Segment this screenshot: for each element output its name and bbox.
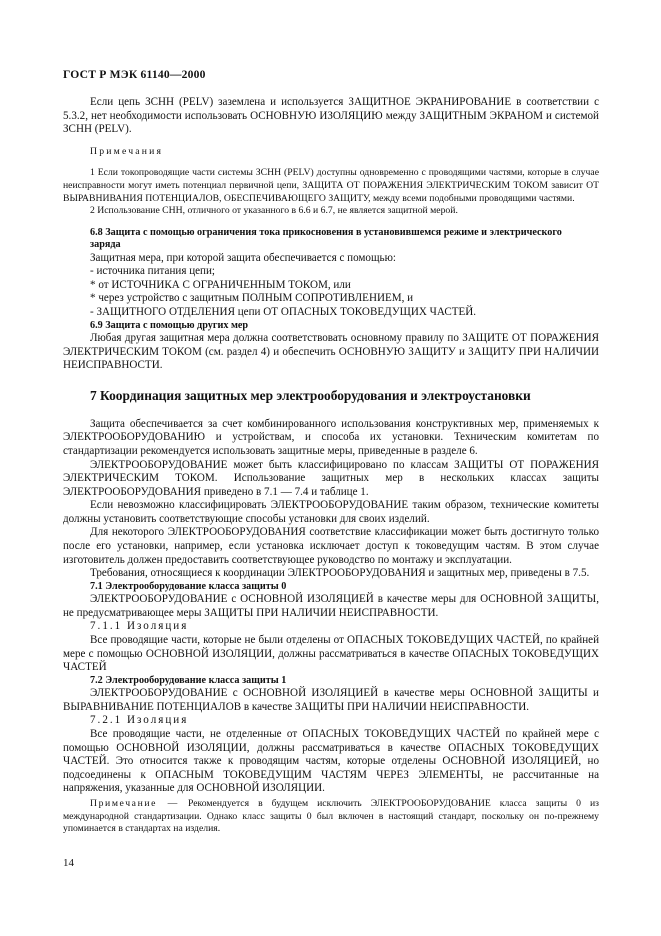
heading-7-2-1: 7.2.1 Изоляция xyxy=(90,714,189,727)
heading-7: 7 Координация защитных мер электрооборудования и электроустановки xyxy=(90,387,531,403)
s71-text: ЭЛЕКТРООБОРУДОВАНИЕ с ОСНОВНОЙ ИЗОЛЯЦИЕЙ в качестве меры для ОСНОВНОЙ ЗАЩИТЫ, не предусматривающее меры ЗАЩИТЫ ПРИ НАЛИЧИИ НЕИСПРАВНОСТИ. xyxy=(63,593,599,619)
s7-paragraph-5: Требования, относящиеся к координации ЭЛЕКТРООБОРУДОВАНИЯ и защитных мер, приведены в 7.5. xyxy=(90,567,590,580)
heading-6-8: 6.8 Защита с помощью ограничения тока прикосновения в установившемся режиме и электрического заряда xyxy=(90,226,562,251)
page-content xyxy=(63,96,599,836)
heading-6-9: 6.9 Защита с помощью других мер xyxy=(90,319,249,331)
final-note-label: Примечание — xyxy=(90,797,179,809)
note-2: 2 Использование СНН, отличного от указанного в 6.6 и 6.7, не является защитной мерой. xyxy=(90,205,458,217)
note-1: 1 Если токопроводящие части системы ЗСНН (PELV) доступны одновременно с проводящими частями, которые в случае неисправности могут иметь потенциал первичной цепи, ЗАЩИТА ОТ ПОРАЖЕНИЯ ЭЛЕКТРИЧЕСКИМ ТОКОМ зависит ОТ ВЫРАВНИВАНИЯ ПОТЕНЦИАЛОВ, ОБЕСПЕЧИВАЮЩЕГО ЗАЩИТУ, между всеми подобными проводящими частями. xyxy=(63,167,599,204)
s69-text: Любая другая защитная мера должна соответствовать основному правилу по ЗАЩИТЕ ОТ ПОРАЖЕНИЯ ЭЛЕКТРИЧЕСКИМ ТОКОМ (см. раздел 4) и обеспечить ОСНОВНУЮ ЗАЩИТУ и ЗАЩИТУ ПРИ НАЛИЧИИ НЕИСПРАВНОСТИ. xyxy=(63,331,599,372)
notes-title: Примечания xyxy=(90,145,164,157)
page-header: ГОСТ Р МЭК 61140—2000 xyxy=(63,68,206,81)
s68-item-2: * от ИСТОЧНИКА С ОГРАНИЧЕННЫМ ТОКОМ, или xyxy=(90,278,351,291)
s721-text: Все проводящие части, не отделенные от ОПАСНЫХ ТОКОВЕДУЩИХ ЧАСТЕЙ по крайней мере с помощью ОСНОВНОЙ ИЗОЛЯЦИИ, должны рассматриваться в качестве ОПАСНЫХ ТОКОВЕДУЩИХ ЧАСТЕЙ. Это относится также к проводящим частям, которые отделены ОСНОВНОЙ ИЗОЛЯЦИЕЙ, но подсоединены к ОПАСНЫМ ТОКОВЕДУЩИМ ЧАСТЯМ ЧЕРЕЗ ЭЛЕМЕНТЫ, не рассчитанные на напряжения, указанные для ОСНОВНОЙ ИЗОЛЯЦИИ. xyxy=(63,728,599,795)
s711-text: Все проводящие части, которые не были отделены от ОПАСНЫХ ТОКОВЕДУЩИХ ЧАСТЕЙ, по крайней мере с помощью ОСНОВНОЙ ИЗОЛЯЦИИ, должны рассматриваться в качестве ОПАСНЫХ ТОКОВЕДУЩИХ ЧАСТЕЙ xyxy=(63,634,599,674)
s7-paragraph-1: Защита обеспечивается за счет комбинированного использования конструктивных мер, применяемых к ЭЛЕКТРООБОРУДОВАНИЮ и устройствам, и способа их установки. Техническим комитетам по стандартизации рекомендуется использовать защитные меры, приведенные в разделе 6. xyxy=(63,417,599,457)
s68-item-3: * через устройство с защитным ПОЛНЫМ СОПРОТИВЛЕНИЕМ, и xyxy=(90,292,414,305)
paragraph-pelv: Если цепь ЗСНН (PELV) заземлена и используется ЗАЩИТНОЕ ЭКРАНИРОВАНИЕ в соответствии с 5.3.2, нет необходимости использовать ОСНОВНУЮ ИЗОЛЯЦИЮ между ЗАЩИТНЫМ ЭКРАНОМ и системой ЗСНН (PELV). xyxy=(63,96,599,136)
s68-item-1: - источника питания цепи; xyxy=(90,265,216,278)
heading-7-1-1: 7.1.1 Изоляция xyxy=(90,620,189,633)
s68-item-4: - ЗАЩИТНОГО ОТДЕЛЕНИЯ цепи ОТ ОПАСНЫХ ТОКОВЕДУЩИХ ЧАСТЕЙ. xyxy=(90,305,477,318)
s72-text: ЭЛЕКТРООБОРУДОВАНИЕ с ОСНОВНОЙ ИЗОЛЯЦИЕЙ в качестве меры ОСНОВНОЙ ЗАЩИТЫ и ВЫРАВНИВАНИЕ ПОТЕНЦИАЛОВ в качестве ЗАЩИТЫ ПРИ НАЛИЧИИ НЕИСПРАВНОСТИ. xyxy=(63,687,599,713)
s68-intro: Защитная мера, при которой защита обеспечивается с помощью: xyxy=(90,251,396,264)
s7-paragraph-3: Если невозможно классифицировать ЭЛЕКТРООБОРУДОВАНИЕ таким образом, технические комитеты должны установить соответствующие способы установки для своих изделий. xyxy=(63,499,599,525)
final-note xyxy=(63,798,599,836)
s7-paragraph-2: ЭЛЕКТРООБОРУДОВАНИЕ может быть классифицировано по классам ЗАЩИТЫ ОТ ПОРАЖЕНИЯ ЭЛЕКТРИЧЕСКИМ ТОКОМ. Использование защитных мер в нескольких классах защиты ЭЛЕКТРООБОРУДОВАНИЯ приведено в 7.1 — 7.4 и таблице 1. xyxy=(63,458,599,498)
final-note-text: Рекомендуется в будущем исключить ЭЛЕКТРООБОРУДОВАНИЕ класса защиты 0 из международной стандартизации. Однако класс защиты 0 был включен в настоящий стандарт, поскольку он по-прежнему упоминается в стандартах на изделия. xyxy=(63,797,599,835)
s7-paragraph-4: Для некоторого ЭЛЕКТРООБОРУДОВАНИЯ соответствие классификации может быть достигнуто только после его установки, например, если установка исключает доступ к токоведущим частям. В этом случае изготовитель должен предоставить соответствующее руководство по монтажу и эксплуатации. xyxy=(63,526,599,566)
heading-7-1: 7.1 Электрооборудование класса защиты 0 xyxy=(90,580,287,592)
heading-7-2: 7.2 Электрооборудование класса защиты 1 xyxy=(90,674,287,686)
page-number: 14 xyxy=(63,857,74,869)
